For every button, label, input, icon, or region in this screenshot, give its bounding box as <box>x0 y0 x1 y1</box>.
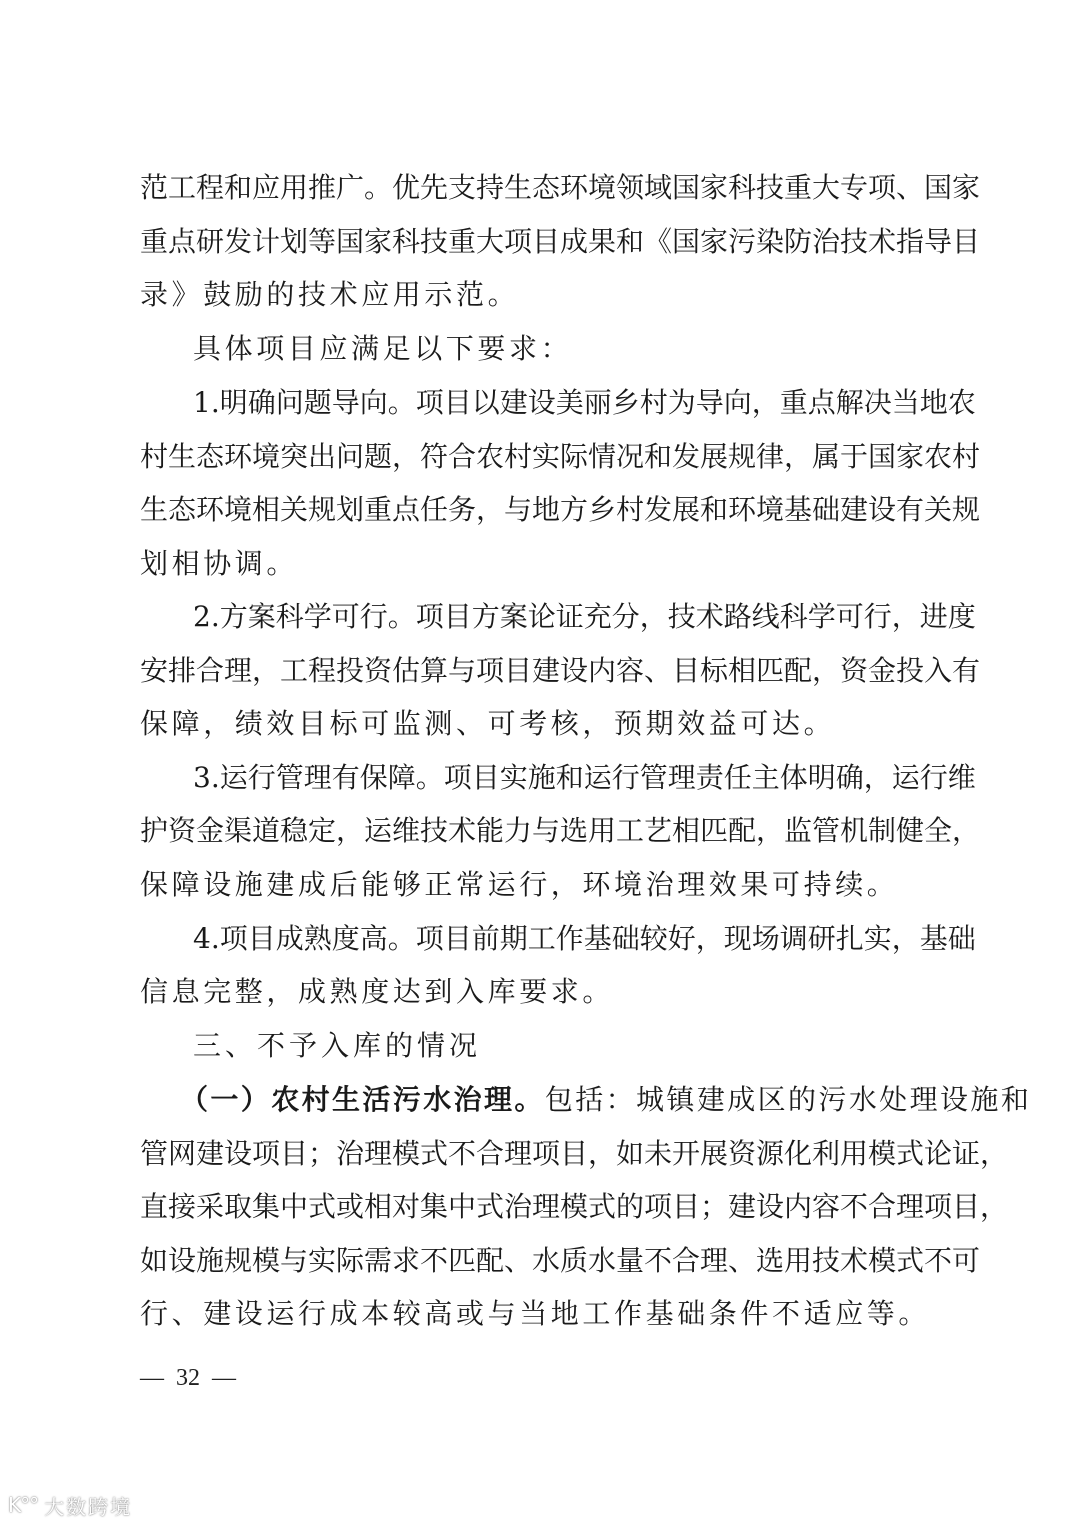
requirement-4-line: 4.项目成熟度高。项目前期工作基础较好，现场调研扎实，基础 <box>193 922 976 955</box>
subsection-line: 直接采取集中式或相对集中式治理模式的项目；建设内容不合理项目， <box>140 1190 1009 1223</box>
requirement-3-line: 保障设施建成后能够正常运行，环境治理效果可持续。 <box>140 868 899 901</box>
subsection-text: 包括：城镇建成区的污水处理设施和 <box>544 1083 1032 1116</box>
subsection-title: （一）农村生活污水治理。 <box>180 1083 545 1116</box>
requirement-2-line: 2.方案科学可行。项目方案论证充分，技术路线科学可行，进度 <box>193 600 976 633</box>
requirement-1-line: 划相协调。 <box>140 547 299 580</box>
requirement-1-line: 村生态环境突出问题，符合农村实际情况和发展规律，属于国家农村 <box>140 440 981 473</box>
subsection-line: 管网建设项目；治理模式不合理项目，如未开展资源化利用模式论证， <box>140 1137 1009 1170</box>
requirement-1-line: 1.明确问题导向。项目以建设美丽乡村为导向，重点解决当地农 <box>193 386 976 419</box>
page-number: — 32 — <box>140 1365 236 1391</box>
requirement-1-line: 生态环境相关规划重点任务，与地方乡村发展和环境基础建设有关规 <box>140 493 981 526</box>
paragraph-line: 范工程和应用推广。优先支持生态环境领域国家科技重大专项、国家 <box>140 171 981 204</box>
subsection-line: 如设施规模与实际需求不匹配、水质水量不合理、选用技术模式不可 <box>140 1244 981 1277</box>
subsection-line: 行、建设运行成本较高或与当地工作基础条件不适应等。 <box>140 1297 931 1330</box>
watermark-text: 大数跨境 <box>44 1494 133 1519</box>
requirement-3-line: 护资金渠道稳定，运维技术能力与选用工艺相匹配，监管机制健全， <box>140 814 981 847</box>
subsection-first-line <box>180 1080 1032 1120</box>
requirement-3-line: 3.运行管理有保障。项目实施和运行管理责任主体明确，运行维 <box>193 761 976 794</box>
paragraph-line: 重点研发计划等国家科技重大项目成果和《国家污染防治技术指导目 <box>140 225 981 258</box>
requirement-4-line: 信息完整，成熟度达到入库要求。 <box>140 975 615 1008</box>
requirements-intro: 具体项目应满足以下要求： <box>193 332 573 365</box>
watermark <box>8 1490 132 1520</box>
watermark-logo-icon: K°° <box>8 1493 39 1517</box>
section-heading: 三、不予入库的情况 <box>193 1029 482 1062</box>
paragraph-line: 录》鼓励的技术应用示范。 <box>140 278 520 311</box>
requirement-2-line: 保障，绩效目标可监测、可考核，预期效益可达。 <box>140 707 836 740</box>
requirement-2-line: 安排合理，工程投资估算与项目建设内容、目标相匹配，资金投入有 <box>140 654 981 687</box>
